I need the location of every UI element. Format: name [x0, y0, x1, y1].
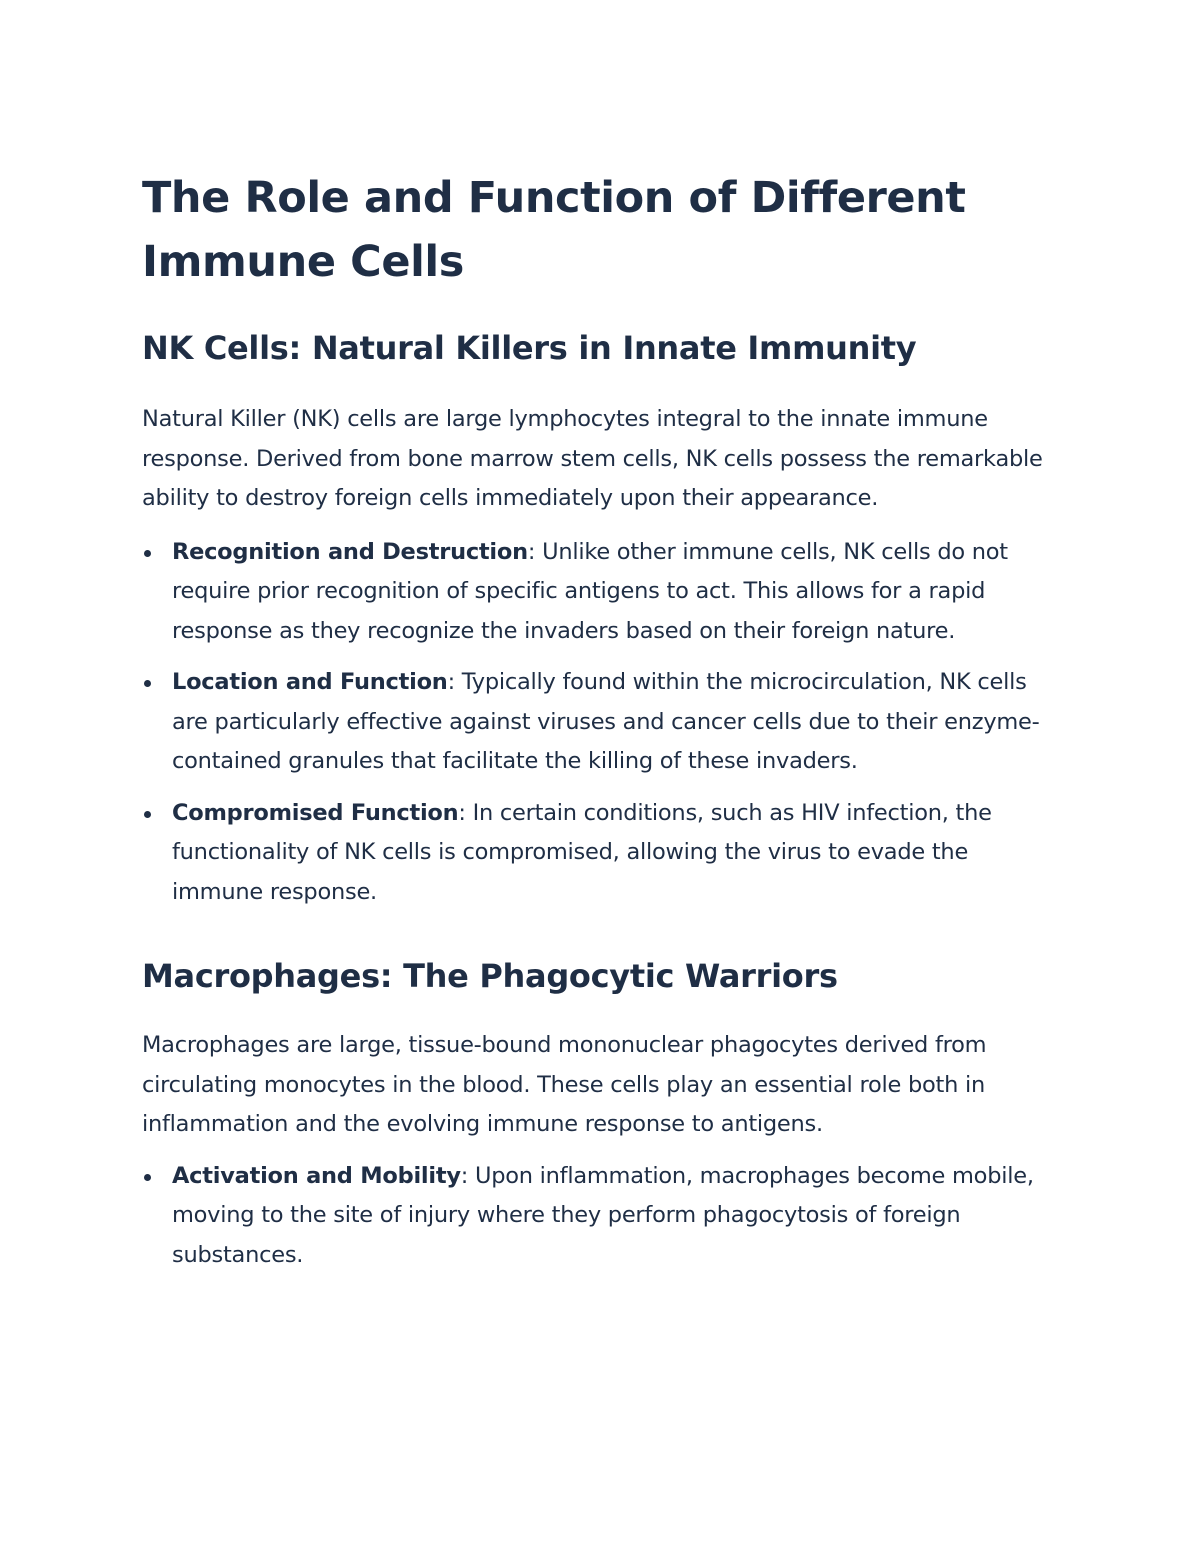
bullet-icon: [144, 680, 151, 687]
list-item-term: Compromised Function: [172, 799, 459, 826]
list-item: [142, 794, 1062, 913]
list-item: [142, 533, 1062, 652]
list-item-term: Location and Function: [172, 669, 448, 695]
list-item-text: : Unlike other immune cells, NK cells do not require prior recognition of specific antigens to act. This allows for a rapid response as they recognize the invaders based on their foreign nature.: [172, 538, 1008, 644]
list-item-text: : Typically found within the microcirculation, NK cells are particularly effective against viruses and cancer cells due to their enzyme-contained granules that facilitate the killing of these invaders.: [172, 669, 1040, 774]
section-heading-nk-cells: NK Cells: Natural Killers in Innate Immunity: [142, 329, 917, 367]
bullet-icon: [144, 811, 151, 818]
list-item-term: Recognition and Destruction: [172, 538, 528, 565]
document-title: The Role and Function of Different Immune Cells: [142, 173, 966, 287]
list-item: [142, 1157, 1062, 1276]
list-item: [142, 663, 1062, 782]
nk-cells-bullet-list: [142, 533, 1062, 913]
list-item-text: : Upon inflammation, macrophages become mobile, moving to the site of injury where they perform phagocytosis of foreign substances.: [172, 1162, 1034, 1268]
list-item-text: : In certain conditions, such as HIV infection, the functionality of NK cells is compromised, allowing the virus to evade the immune response.: [172, 799, 992, 905]
document-page: [142, 166, 1062, 1287]
section-heading-macrophages: Macrophages: The Phagocytic Warriors: [142, 957, 838, 995]
section-intro-nk-cells: Natural Killer (NK) cells are large lymphocytes integral to the innate immune response. Derived from bone marrow stem cells, NK cells possess the remarkable ability to destroy foreign cells immediately upon their appearance.: [142, 406, 1043, 511]
section-intro-macrophages: Macrophages are large, tissue-bound mononuclear phagocytes derived from circulating monocytes in the blood. These cells play an essential role both in inflammation and the evolving immune response to antigens.: [142, 1032, 987, 1137]
bullet-icon: [144, 1174, 151, 1181]
list-item-term: Activation and Mobility: [172, 1162, 461, 1189]
macrophages-bullet-list: [142, 1157, 1062, 1276]
bullet-icon: [144, 550, 151, 557]
